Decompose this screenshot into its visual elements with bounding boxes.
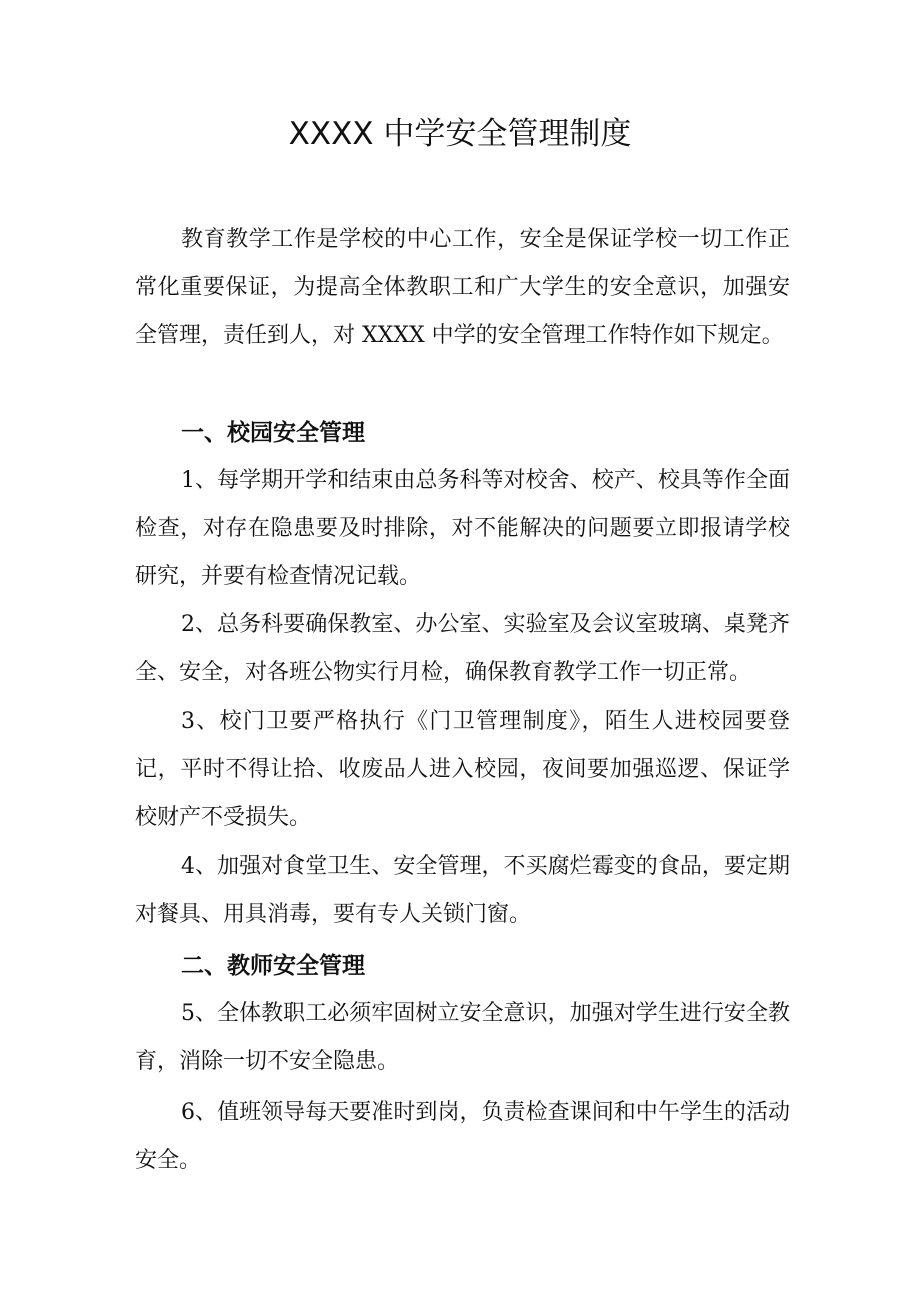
clause-2: 2、总务科要确保教室、办公室、实验室及会议室玻璃、桌凳齐全、安全，对各班公物实行月检，确保教育教学工作一切正常。: [135, 612, 790, 685]
clause-5: 5、全体教职工必须牢固树立安全意识，加强对学生进行安全教育，消除一切不安全隐患。: [135, 1001, 790, 1074]
clause-1: 1、每学期开学和结束由总务科等对校舍、校产、校具等作全面检查，对存在隐患要及时排除，对不能解决的问题要立即报请学校研究，并要有检查情况记载。: [135, 468, 790, 589]
section-heading-teacher-safety: 二、教师安全管理: [181, 953, 365, 979]
intro-paragraph: 教育教学工作是学校的中心工作，安全是保证学校一切工作正常化重要保证，为提高全体教职工和广大学生的安全意识，加强安全管理，责任到人，对 XXXX 中学的安全管理工作特作如下规定。: [135, 227, 790, 348]
clause-6: 6、值班领导每天要准时到岗，负责检查课间和中午学生的活动安全。: [135, 1100, 790, 1173]
clause-3: 3、校门卫要严格执行《门卫管理制度》，陌生人进校园要登记，平时不得让拾、收废品人进入校园，夜间要加强巡逻、保证学校财产不受损失。: [135, 709, 790, 830]
document-title: XXXX 中学安全管理制度: [288, 116, 632, 152]
section-heading-campus-safety: 一、校园安全管理: [181, 420, 365, 446]
clause-4: 4、加强对食堂卫生、安全管理，不买腐烂霉变的食品，要定期对餐具、用具消毒，要有专人关锁门窗。: [135, 854, 790, 927]
